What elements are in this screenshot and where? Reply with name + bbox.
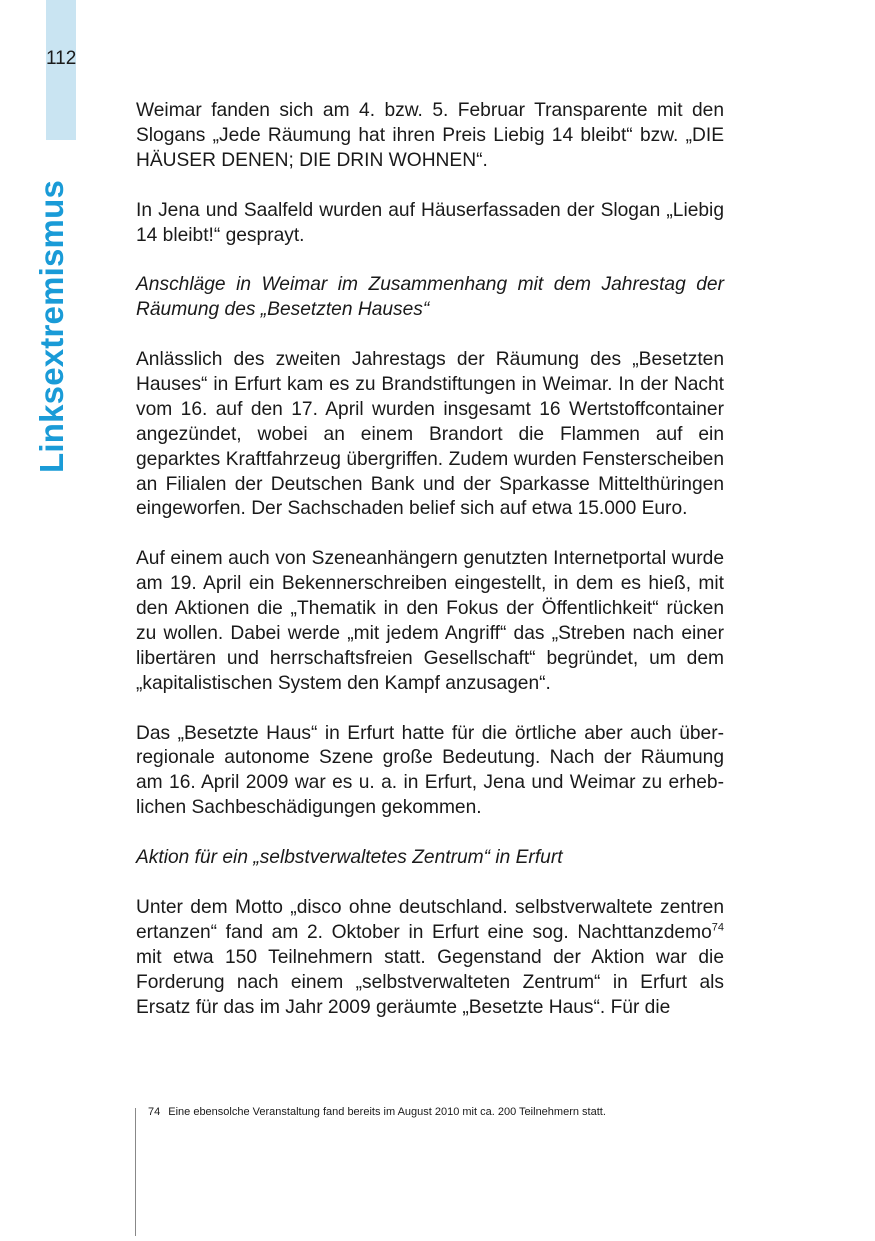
section-title-vertical: Linksextremismus [33,180,70,473]
paragraph-1: Weimar fanden sich am 4. bzw. 5. Februar Transparente mit den Slogans „Jede Räumung hat ihren Preis Liebig 14 bleibt“ bzw. „DIE HÄUSER DENEN; DIE DRIN WOHNEN“. [136,100,724,171]
footnote [148,1104,606,1120]
footnote-text: Eine ebensolche Veranstaltung fand bereits im August 2010 mit ca. 200 Teilnehmern statt. [168,1106,606,1118]
side-color-strip [46,0,76,140]
subheading-anschlaege-weimar: Anschläge in Weimar im Zusammenhang mit dem Jahrestag der Räumung des „Besetzten Hauses“ [136,274,724,321]
subheading-aktion-zentrum: Aktion für ein „selbstverwaltetes Zentrum“ in Erfurt [136,847,563,869]
paragraph-3: Anlässlich des zweiten Jahrestags der Räumung des „Besetzten Hauses“ in Erfurt kam es zu Brandstiftungen in Weimar. In der Nacht vom 16. auf den 17. April wurden insgesamt 16 Wertstoffcontainer angezündet, wobei an einem Brandort die Flammen auf ein geparktes Kraftfahrzeug übergriffen. Zudem wurden Fensterscheiben an Filialen der Deutschen Bank und der Sparkasse Mittelthüringen eingeworfen. Der Sachschaden belief sich auf etwa 15.000 Euro. [136,349,724,520]
page-number: 112 [46,48,77,69]
footnote-divider [135,1108,136,1236]
paragraph-4: Auf einem auch von Szeneanhängern genutzten Internetportal wurde am 19. April ein Bekennerschreiben eingestellt, in dem es hieß, mit den Aktionen die „Thematik in den Fokus der Öffentlichkeit“ rücken zu wollen. Dabei werde „mit jedem Angriff“ das „Streben nach einer libertären und herrschaftsfreien Gesellschaft“ begründet, um dem „kapitalistischen System den Kampf anzusagen“. [136,548,724,694]
footnote-reference[interactable]: 74 [711,921,724,934]
paragraph-2: In Jena und Saalfeld wurden auf Häuserfassaden der Slogan „Liebig 14 bleibt!“ gesprayt. [136,199,724,246]
footnote-number: 74 [148,1106,161,1118]
paragraph-5: Das „Besetzte Haus“ in Erfurt hatte für die örtliche aber auch überregionale autonome Szene große Bedeutung. Nach der Räumung am 16. April 2009 war es u. a. in Erfurt, Jena und Weimar zu erheblichen Sachbeschädigungen gekommen. [136,722,724,819]
paragraph-6 [136,896,724,1021]
body-text [136,99,724,1045]
paragraph-6-part-2: mit etwa 150 Teilnehmern statt. Gegenstand der Aktion war die Forderung nach einem „selbstverwalteten Zentrum“ in Erfurt als Ersatz für das im Jahr 2009 geräumte „Besetzte Haus“. Für die [136,946,724,1018]
paragraph-6-part-1: Unter dem Motto „disco ohne deutschland. selbstverwaltete zentren ertanzen“ fand am 2. Oktober in Erfurt eine sog. Nachttanzdemo [136,896,724,943]
